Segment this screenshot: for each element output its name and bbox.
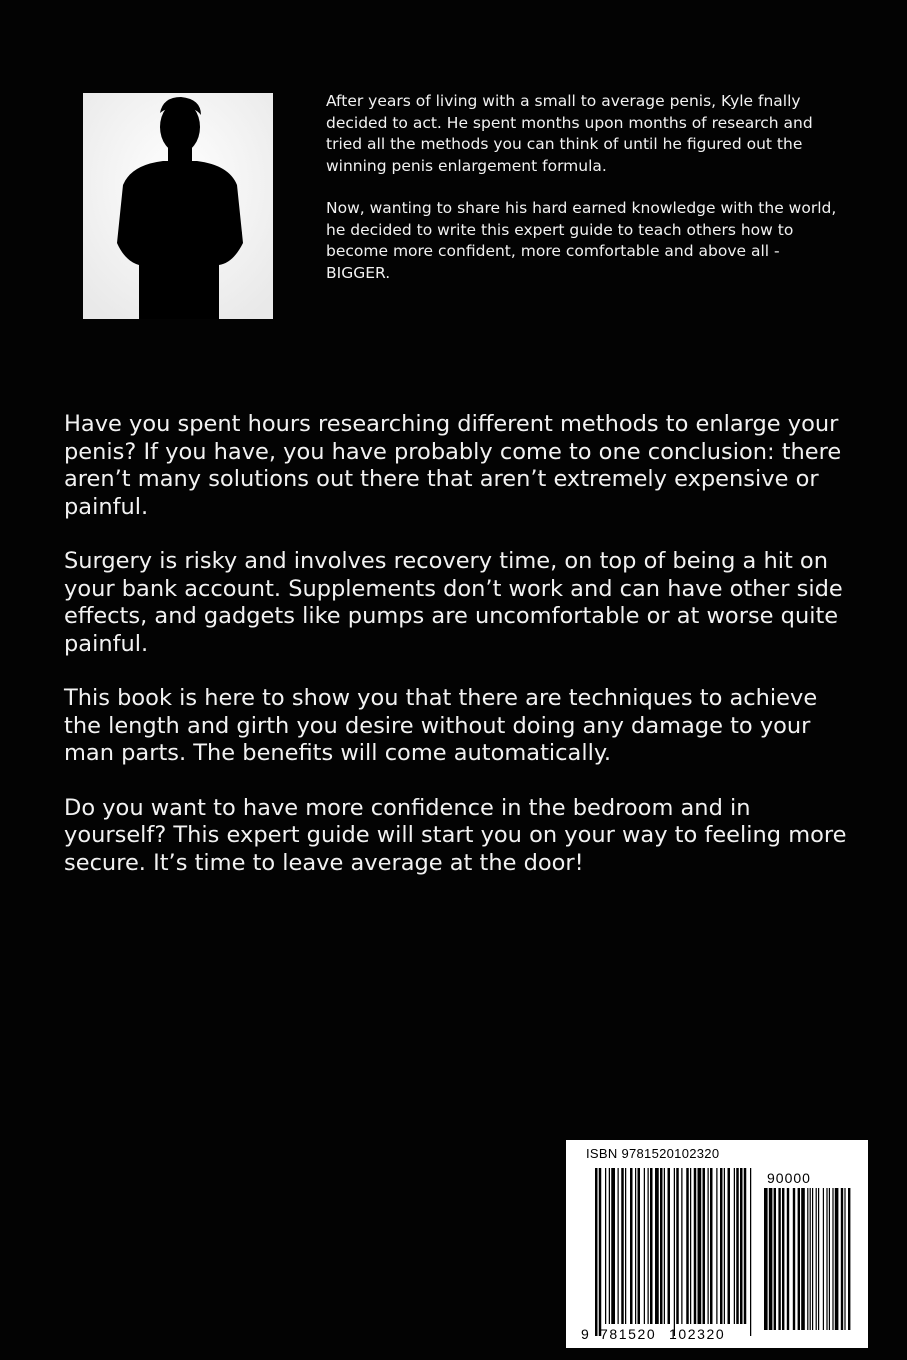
- barcode-bar: [750, 1168, 751, 1336]
- barcode-bar: [648, 1168, 649, 1324]
- barcode-bar: [660, 1168, 663, 1324]
- barcode-bar: [829, 1188, 830, 1330]
- barcode-bar: [611, 1168, 615, 1324]
- author-photo: [83, 93, 273, 319]
- blurb-paragraph-1: Have you spent hours researching different methods to enlarge your penis? If you have, you have probably come to one conclusion: there aren’t many solutions out there that aren’t extremely expensive or painful.: [64, 411, 842, 520]
- barcode-bar: [595, 1168, 598, 1336]
- barcode-bar: [720, 1168, 723, 1324]
- barcode-bar: [801, 1188, 805, 1330]
- barcode-bar: [823, 1188, 824, 1330]
- barcode-bar: [605, 1168, 606, 1324]
- barcode-bar: [703, 1168, 706, 1324]
- isbn-barcode: [566, 1140, 868, 1348]
- barcode-bar: [664, 1168, 665, 1324]
- barcode-bar: [832, 1188, 833, 1330]
- barcode-bar: [724, 1168, 725, 1324]
- barcode-bar: [638, 1168, 641, 1324]
- barcode-bar: [778, 1188, 780, 1330]
- barcode-bar: [676, 1168, 679, 1324]
- barcode-bar: [690, 1168, 691, 1324]
- barcode-bar: [844, 1188, 845, 1330]
- barcode-bar: [694, 1168, 697, 1324]
- barcode-bar: [668, 1168, 671, 1324]
- blurb-paragraph-4: Do you want to have more confidence in the bedroom and in yourself? This expert guide will start you on your way to feeling more secure. It’s time to leave average at the door!: [64, 794, 847, 876]
- blurb-paragraph-3: This book is here to show you that there are techniques to achieve the length and girth you desire without doing any damage to your man parts. The benefits will come automatically.: [64, 685, 818, 766]
- barcode-bar: [674, 1168, 675, 1336]
- barcode-bar: [621, 1168, 624, 1324]
- barcode-bar: [609, 1168, 610, 1324]
- silhouette-icon: [83, 93, 273, 319]
- barcode-bar: [710, 1168, 713, 1324]
- barcode-bar: [810, 1188, 811, 1330]
- barcode-bars: [566, 1140, 868, 1348]
- barcode-bar: [736, 1168, 739, 1324]
- barcode-bar: [655, 1168, 659, 1324]
- barcode-bar: [764, 1188, 768, 1330]
- barcode-bar: [798, 1188, 800, 1330]
- blurb-paragraph-2: Surgery is risky and involves recovery time, on top of being a hit on your bank account. Supplements don’t work and can have other side effects, and gadgets like pumps are uncomfortable or at worse quite painful.: [64, 548, 843, 657]
- barcode-bar: [848, 1188, 850, 1330]
- barcode-bar: [728, 1168, 731, 1324]
- barcode-bar: [630, 1168, 633, 1324]
- barcode-bar: [650, 1168, 653, 1324]
- barcode-bar: [740, 1168, 743, 1324]
- barcode-bar: [807, 1188, 808, 1330]
- book-blurb: [64, 411, 854, 904]
- author-bio: [326, 91, 846, 305]
- barcode-bar: [841, 1188, 843, 1330]
- barcode-bar: [625, 1168, 626, 1324]
- barcode-addon-digits: 90000: [767, 1170, 811, 1186]
- barcode-bar: [734, 1168, 735, 1324]
- barcode-bar: [812, 1188, 813, 1330]
- barcode-bar: [787, 1188, 789, 1330]
- barcode-left-digits: 781520: [600, 1326, 657, 1342]
- barcode-bar: [681, 1168, 682, 1324]
- barcode-bar: [816, 1188, 817, 1330]
- barcode-first-digit: 9: [581, 1326, 589, 1342]
- barcode-bar: [744, 1168, 747, 1324]
- barcode-bar: [835, 1188, 839, 1330]
- barcode-bar: [708, 1168, 709, 1324]
- barcode-bar: [618, 1168, 619, 1324]
- bio-paragraph-2: Now, wanting to share his hard earned knowledge with the world, he decided to write this expert guide to teach others how to become more confident, more comfortable and above all - BIGGER.: [326, 199, 837, 282]
- barcode-bar: [644, 1168, 645, 1324]
- barcode-bar: [635, 1168, 636, 1324]
- barcode-bar: [793, 1188, 795, 1330]
- barcode-bar: [774, 1188, 776, 1330]
- barcode-bar: [826, 1188, 827, 1330]
- barcode-bar: [769, 1188, 773, 1330]
- bio-paragraph-1: After years of living with a small to average penis, Kyle fnally decided to act. He spent months upon months of research and tried all the methods you can think of until he figured out the winning penis enlargement formula.: [326, 92, 813, 175]
- isbn-label: ISBN 9781520102320: [586, 1146, 720, 1161]
- barcode-bar: [818, 1188, 819, 1330]
- barcode-bar: [782, 1188, 784, 1330]
- barcode-bar: [698, 1168, 702, 1324]
- barcode-right-digits: 102320: [669, 1326, 726, 1342]
- barcode-bar: [599, 1168, 602, 1336]
- barcode-bar: [716, 1168, 717, 1324]
- barcode-bar: [686, 1168, 689, 1324]
